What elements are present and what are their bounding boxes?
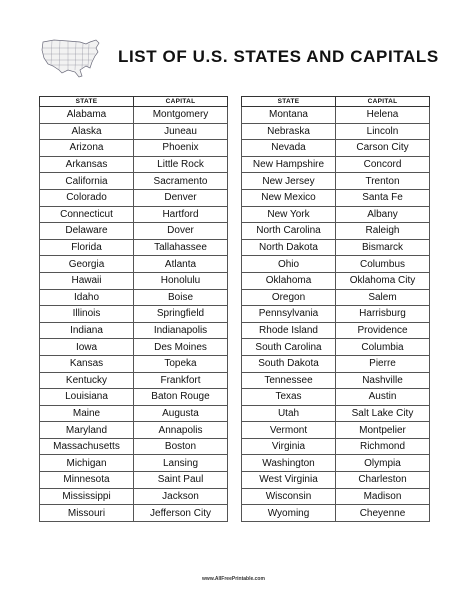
table-row: [40, 339, 228, 356]
capital-cell: Columbus: [336, 256, 430, 273]
table-row: [242, 372, 430, 389]
capital-cell: Raleigh: [336, 223, 430, 240]
capital-cell: Helena: [336, 107, 430, 124]
table-row: [242, 256, 430, 273]
capital-cell: Concord: [336, 156, 430, 173]
capital-cell: Columbia: [336, 339, 430, 356]
capital-cell: Tallahassee: [134, 239, 228, 256]
table-row: [242, 505, 430, 522]
table-row: [242, 306, 430, 323]
state-cell: North Dakota: [242, 239, 336, 256]
table-header-row: [242, 97, 430, 107]
capital-cell: Santa Fe: [336, 189, 430, 206]
capital-cell: Little Rock: [134, 156, 228, 173]
state-cell: Ohio: [242, 256, 336, 273]
capital-cell: Charleston: [336, 472, 430, 489]
table-row: [40, 422, 228, 439]
table-row: [242, 156, 430, 173]
state-cell: Louisiana: [40, 389, 134, 406]
capital-cell: Des Moines: [134, 339, 228, 356]
state-cell: Tennessee: [242, 372, 336, 389]
state-cell: Oklahoma: [242, 272, 336, 289]
state-cell: Kansas: [40, 355, 134, 372]
state-cell: Nebraska: [242, 123, 336, 140]
capital-cell: Hartford: [134, 206, 228, 223]
capital-cell: Topeka: [134, 355, 228, 372]
state-cell: Florida: [40, 239, 134, 256]
capital-cell: Jackson: [134, 488, 228, 505]
capital-cell: Atlanta: [134, 256, 228, 273]
table-row: [242, 355, 430, 372]
table-row: [242, 422, 430, 439]
state-cell: Vermont: [242, 422, 336, 439]
table-row: [242, 339, 430, 356]
states-table-right: [241, 96, 430, 522]
table-row: [40, 472, 228, 489]
capital-cell: Indianapolis: [134, 322, 228, 339]
table-row: [242, 289, 430, 306]
state-cell: West Virginia: [242, 472, 336, 489]
state-cell: Kentucky: [40, 372, 134, 389]
capital-cell: Austin: [336, 389, 430, 406]
capital-cell: Pierre: [336, 355, 430, 372]
state-cell: Colorado: [40, 189, 134, 206]
capital-cell: Honolulu: [134, 272, 228, 289]
table-row: [242, 455, 430, 472]
table-row: [242, 107, 430, 124]
capital-cell: Annapolis: [134, 422, 228, 439]
capital-column-header: CAPITAL: [336, 97, 430, 107]
table-row: [40, 488, 228, 505]
table-row: [242, 272, 430, 289]
state-cell: Rhode Island: [242, 322, 336, 339]
state-cell: New Jersey: [242, 173, 336, 190]
state-column-header: STATE: [242, 97, 336, 107]
page-title: LIST OF U.S. STATES AND CAPITALS: [118, 47, 439, 66]
capital-cell: Springfield: [134, 306, 228, 323]
table-row: [242, 173, 430, 190]
table-row: [40, 272, 228, 289]
table-row: [40, 140, 228, 157]
state-cell: Massachusetts: [40, 438, 134, 455]
state-cell: Mississippi: [40, 488, 134, 505]
state-cell: Michigan: [40, 455, 134, 472]
capital-cell: Denver: [134, 189, 228, 206]
state-cell: Virginia: [242, 438, 336, 455]
capital-cell: Saint Paul: [134, 472, 228, 489]
capital-cell: Olympia: [336, 455, 430, 472]
table-row: [242, 405, 430, 422]
table-row: [242, 488, 430, 505]
state-cell: Delaware: [40, 223, 134, 240]
table-row: [40, 505, 228, 522]
capital-cell: Providence: [336, 322, 430, 339]
table-row: [242, 140, 430, 157]
table-row: [40, 322, 228, 339]
table-row: [40, 289, 228, 306]
state-cell: Alaska: [40, 123, 134, 140]
state-cell: South Carolina: [242, 339, 336, 356]
table-row: [40, 438, 228, 455]
capital-cell: Montpelier: [336, 422, 430, 439]
state-cell: Iowa: [40, 339, 134, 356]
table-row: [40, 372, 228, 389]
capital-cell: Baton Rouge: [134, 389, 228, 406]
state-cell: New York: [242, 206, 336, 223]
capital-cell: Boston: [134, 438, 228, 455]
capital-cell: Boise: [134, 289, 228, 306]
table-row: [40, 223, 228, 240]
states-table-left: [39, 96, 228, 522]
capital-cell: Juneau: [134, 123, 228, 140]
capital-cell: Salem: [336, 289, 430, 306]
capital-cell: Augusta: [134, 405, 228, 422]
state-cell: Georgia: [40, 256, 134, 273]
capital-cell: Dover: [134, 223, 228, 240]
state-cell: New Mexico: [242, 189, 336, 206]
state-cell: Washington: [242, 455, 336, 472]
capital-cell: Carson City: [336, 140, 430, 157]
table-row: [242, 206, 430, 223]
table-row: [242, 223, 430, 240]
capital-cell: Trenton: [336, 173, 430, 190]
table-row: [242, 438, 430, 455]
table-row: [242, 123, 430, 140]
state-cell: Minnesota: [40, 472, 134, 489]
table-row: [40, 239, 228, 256]
state-cell: Pennsylvania: [242, 306, 336, 323]
state-cell: South Dakota: [242, 355, 336, 372]
table-row: [242, 322, 430, 339]
capital-cell: Lincoln: [336, 123, 430, 140]
table-row: [40, 306, 228, 323]
capital-cell: Sacramento: [134, 173, 228, 190]
state-cell: Maine: [40, 405, 134, 422]
capital-cell: Oklahoma City: [336, 272, 430, 289]
capital-cell: Lansing: [134, 455, 228, 472]
state-cell: Arizona: [40, 140, 134, 157]
capital-cell: Richmond: [336, 438, 430, 455]
footer-url: www.AllFreePrintable.com: [202, 576, 265, 582]
table-row: [242, 239, 430, 256]
state-cell: Maryland: [40, 422, 134, 439]
table-row: [40, 455, 228, 472]
capital-cell: Cheyenne: [336, 505, 430, 522]
capital-cell: Harrisburg: [336, 306, 430, 323]
state-cell: Oregon: [242, 289, 336, 306]
state-cell: Idaho: [40, 289, 134, 306]
capital-cell: Salt Lake City: [336, 405, 430, 422]
capital-cell: Bismarck: [336, 239, 430, 256]
capital-cell: Frankfort: [134, 372, 228, 389]
capital-cell: Madison: [336, 488, 430, 505]
state-cell: Hawaii: [40, 272, 134, 289]
state-cell: Wisconsin: [242, 488, 336, 505]
state-cell: Wyoming: [242, 505, 336, 522]
state-cell: Missouri: [40, 505, 134, 522]
table-header-row: [40, 97, 228, 107]
table-row: [242, 189, 430, 206]
capital-cell: Nashville: [336, 372, 430, 389]
state-cell: North Carolina: [242, 223, 336, 240]
capital-column-header: CAPITAL: [134, 97, 228, 107]
table-row: [242, 472, 430, 489]
table-row: [40, 123, 228, 140]
us-map-icon: [40, 36, 102, 80]
state-cell: California: [40, 173, 134, 190]
state-cell: Connecticut: [40, 206, 134, 223]
capital-cell: Phoenix: [134, 140, 228, 157]
state-cell: Nevada: [242, 140, 336, 157]
state-cell: Arkansas: [40, 156, 134, 173]
capital-cell: Montgomery: [134, 107, 228, 124]
table-row: [40, 256, 228, 273]
table-row: [40, 355, 228, 372]
state-column-header: STATE: [40, 97, 134, 107]
state-cell: New Hampshire: [242, 156, 336, 173]
table-row: [40, 206, 228, 223]
capital-cell: Albany: [336, 206, 430, 223]
table-row: [242, 389, 430, 406]
table-row: [40, 107, 228, 124]
table-row: [40, 189, 228, 206]
state-cell: Texas: [242, 389, 336, 406]
state-cell: Montana: [242, 107, 336, 124]
state-cell: Indiana: [40, 322, 134, 339]
table-row: [40, 389, 228, 406]
table-row: [40, 173, 228, 190]
table-row: [40, 405, 228, 422]
capital-cell: Jefferson City: [134, 505, 228, 522]
state-cell: Illinois: [40, 306, 134, 323]
state-cell: Utah: [242, 405, 336, 422]
table-row: [40, 156, 228, 173]
state-cell: Alabama: [40, 107, 134, 124]
